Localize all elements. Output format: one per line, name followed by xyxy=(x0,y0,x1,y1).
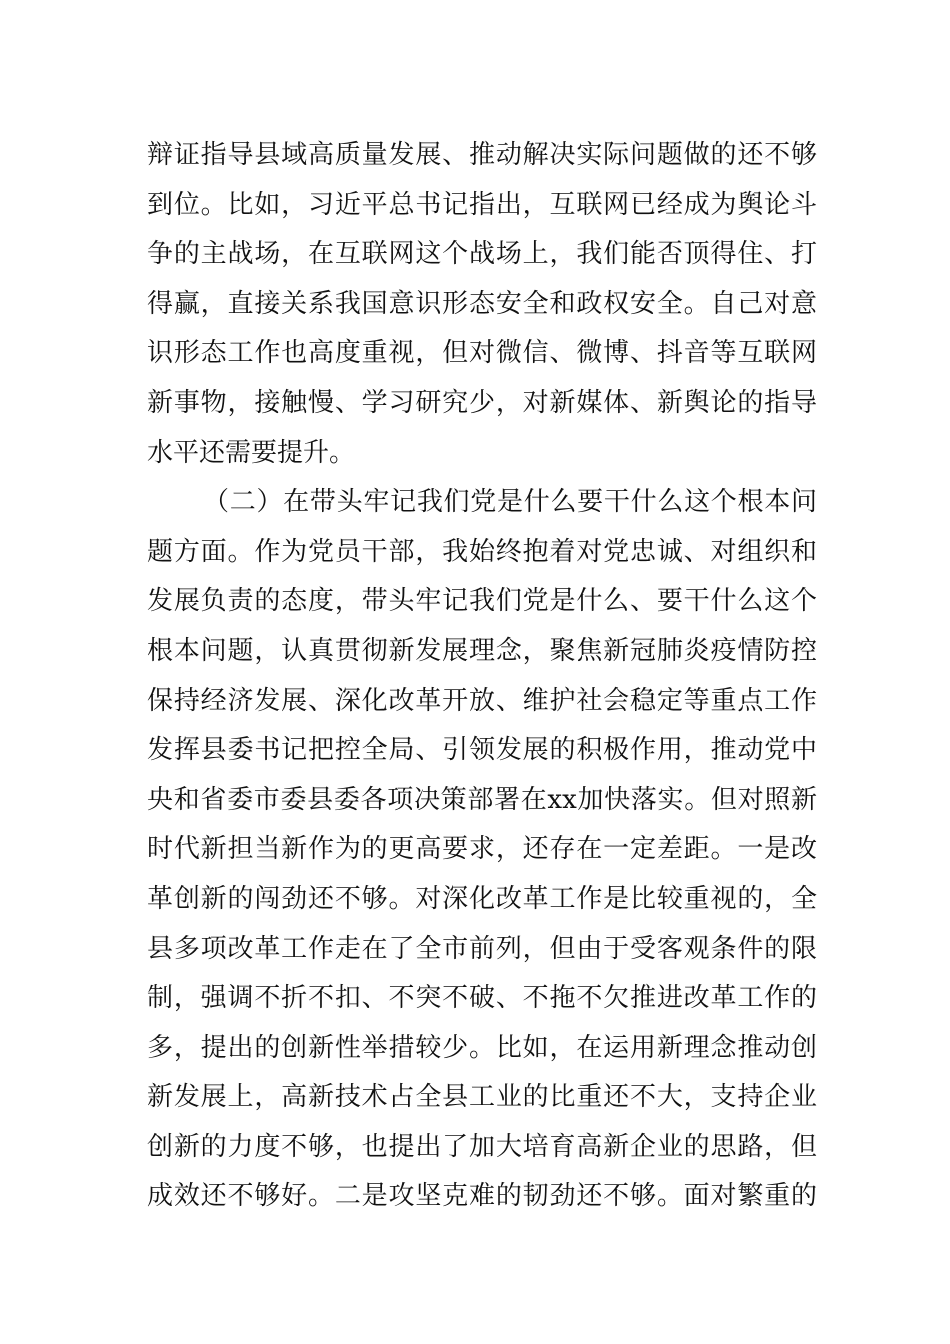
text-line: 保持经济发展、深化改革开放、维护社会稳定等重点工作 xyxy=(147,685,817,716)
text-line: 辩证指导县域高质量发展、推动解决实际问题做的还不够 xyxy=(147,140,817,170)
text-line: 到位。比如，习近平总书记指出，互联网已经成为舆论斗 xyxy=(147,189,817,220)
text-line: 发挥县委书记把控全局、引领发展的积极作用，推动党中 xyxy=(147,735,817,766)
text-line: 题方面。作为党员干部，我始终抱着对党忠诚、对组织和 xyxy=(147,536,817,567)
text-line: 新发展上，高新技术占全县工业的比重还不大，支持企业 xyxy=(147,1082,817,1113)
document-body xyxy=(147,131,817,1272)
text-line: 时代新担当新作为的更高要求，还存在一定差距。一是改 xyxy=(147,834,817,865)
text-line: 创新的力度不够，也提出了加大培育高新企业的思路，但 xyxy=(147,1131,817,1162)
text-line: 县多项改革工作走在了全市前列，但由于受客观条件的限 xyxy=(147,933,817,964)
text-line: 成效还不够好。二是攻坚克难的韧劲还不够。面对繁重的 xyxy=(147,1181,817,1212)
text-line: 识形态工作也高度重视，但对微信、微博、抖音等互联网 xyxy=(147,338,817,369)
paragraph-2 xyxy=(147,478,817,1272)
text-line: 央和省委市委县委各项决策部署在xx加快落实。但对照新 xyxy=(147,784,817,815)
text-line: 根本问题，认真贯彻新发展理念，聚焦新冠肺炎疫情防控 xyxy=(147,635,817,666)
text-line xyxy=(147,1222,817,1272)
text-line: 得赢，直接关系我国意识形态安全和政权安全。自己对意 xyxy=(147,288,817,319)
text-line: 争的主战场，在互联网这个战场上，我们能否顶得住、打 xyxy=(147,239,817,270)
text-line: 革创新的闯劲还不够。对深化改革工作是比较重视的，全 xyxy=(147,883,817,914)
text-line: 发展负责的态度，带头牢记我们党是什么、要干什么这个 xyxy=(147,586,817,617)
paragraph-1 xyxy=(147,131,817,478)
text-line: 制，强调不折不扣、不突不破、不拖不欠推进改革工作的 xyxy=(147,983,817,1014)
text-line: 多，提出的创新性举措较少。比如，在运用新理念推动创 xyxy=(147,1032,817,1063)
text-line: 新事物，接触慢、学习研究少，对新媒体、新舆论的指导 xyxy=(147,387,817,418)
text-line: （二）在带头牢记我们党是什么要干什么这个根本问 xyxy=(203,487,817,518)
text-line: 水平还需要提升。 xyxy=(147,437,356,468)
